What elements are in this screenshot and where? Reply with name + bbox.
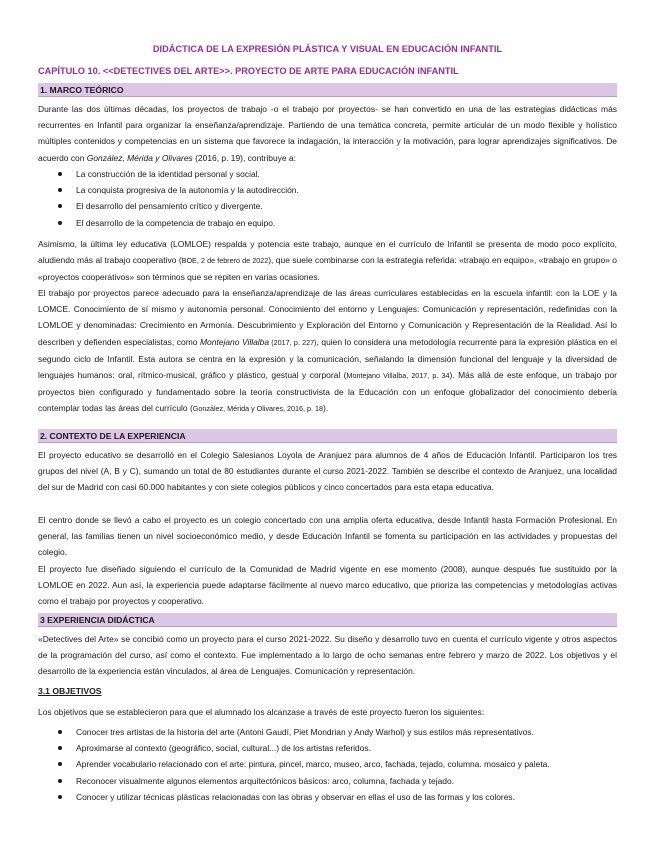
- list-item-text: La conquista progresiva de la autonomía y la autodirección.: [76, 185, 299, 196]
- reference: González, Mérida y Olivares, 2016, p. 18: [192, 404, 324, 414]
- bullet-icon: [58, 188, 62, 192]
- text-run: (2016, p. 19), contribuye a:: [192, 152, 296, 163]
- bullet-icon: [58, 746, 62, 750]
- list-item-text: Aprender vocabulario relacionado con el arte: pintura, pincel, marco, museo, arco, fachada, tejado, columna. mosaico y paleta.: [76, 759, 550, 770]
- citation: Montejano Villalba: [200, 336, 270, 347]
- subheading-objetivos: 3.1 OBJETIVOS: [38, 686, 102, 696]
- reference: (2017, p. 227): [269, 337, 317, 347]
- list-item: [38, 756, 617, 772]
- bullet-icon: [58, 172, 62, 176]
- paragraph-context-2: El centro donde se llevó a cabo el proyecto es un colegio concertado con una amplia oferta educativa, desde Infantil hasta Formación Profesional. En general, las familias tienen un nivel socioeconómico medio, y desde Educación Infantil se fomenta su participación en las actividades y propuestas del colegio.: [38, 515, 617, 558]
- paragraph-experience: «Detectives del Arte» se concibió como un proyecto para el curso 2021-2022. Su diseño y desarrollo tuvo en cuenta el currículo vigente y otros aspectos de la programación del curso, así como el contexto. Fue implementado a lo largo de ocho semanas entre febrero y marzo de 2022. Los objetivos y el desarrollo de la experiencia están vinculados, al área de Lenguajes. Comunicación y representación.: [38, 634, 617, 677]
- bullet-icon: [58, 795, 62, 799]
- list-item: [38, 740, 617, 756]
- list-item-text: La construcción de la identidad personal y social.: [76, 169, 260, 179]
- list-item-text: Conocer y utilizar técnicas plásticas relacionadas con las obras y observar en ellas el uso de las formas y los colores.: [76, 791, 515, 802]
- text-run: Durante las dos últimas décadas, los proyectos de trabajo -o el trabajo por proyectos- se han convertido en una de las estrategias didácticas más recurrentes en Infantil para organizar la enseñanza/aprendizaje. Partiendo de una temática concreta, permite articular de un modo flexible y holístico múltiples contenidos y competencias en un sistema que favorece la indagación, la interacción y la motivación, para lograr aprendizajes significativos. De acuerdo con: [38, 104, 617, 163]
- paragraph-areas: [38, 285, 617, 418]
- list-item: [38, 773, 617, 789]
- list-item: [38, 215, 617, 231]
- paragraph-intro: [38, 101, 617, 166]
- section-heading-marco-teorico: 1. MARCO TEÓRICO: [38, 83, 617, 97]
- reference: BOE, 2 de febrero de 2022: [181, 256, 269, 266]
- section-heading-contexto: 2. CONTEXTO DE LA EXPERIENCIA: [38, 429, 617, 443]
- text-run: Asimismo, la última ley educativa (LOMLOE) respalda y potencia este trabajo, aunque en el currículo de Infantil se presenta de modo poco explícito, aludiendo más al trabajo cooperativo (: [38, 239, 617, 266]
- bullet-list-contributions: [38, 166, 617, 231]
- document-title: DIDÁCTICA DE LA EXPRESIÓN PLÁSTICA Y VISUAL EN EDUCACIÓN INFANTIL: [152, 44, 503, 54]
- bullet-icon: [58, 730, 62, 734]
- reference: Montejano Villalba, 2017, p. 34: [346, 371, 450, 381]
- text-run: El trabajo por proyectos parece adecuado para la enseñanza/aprendizaje de las áreas curriculares establecidas en la escuela infantil: con la LOE y la LOMCE. Conocimiento de sí mismo y autonomía personal. Conocimiento del entorno y Lenguajes: Comunicación y representación, redefinidas con la LOMLOE y denominadas: Crecimiento en Armonía. Descubrimiento y Exploración del Entorno y Comunicación y Representación de la Realidad. Así lo describen y defienden especialistas, como: [38, 288, 617, 347]
- paragraph-lomloe: [38, 236, 617, 286]
- bullet-icon: [58, 221, 62, 225]
- list-item-text: Aproximarse al contexto (geográfico, social, cultural...) de los artistas referidos.: [76, 743, 371, 754]
- bullet-icon: [58, 204, 62, 208]
- list-item: [38, 198, 617, 214]
- list-item-text: Reconocer visualmente algunos elementos arquitectónicos básicos: arco, columna, fachada y tejado.: [76, 775, 455, 786]
- list-item-text: El desarrollo del pensamiento crítico y divergente.: [76, 201, 263, 212]
- text-run: ). Más allá de este enfoque, un trabajo por proyectos bien configurado y fundamentado sobre la teoría constructivista de la Educación con un enfoque globalizador del conocimiento debería contemplar todas las áreas del currículo (: [38, 370, 617, 414]
- bullet-icon: [58, 779, 62, 783]
- bullet-list-objectives: [38, 724, 617, 805]
- paragraph-context-3: El proyecto fue diseñado siguiendo el currículo de la Comunidad de Madrid vigente en ese momento (2008), aunque después fue sustituido por la LOMLOE en 2022. Aun así, la experiencia puede adaptarse fácilmente al nuevo marco educativo, que prioriza las competencias y metodologías activas como el trabajo por proyectos y cooperativo.: [38, 564, 617, 607]
- paragraph-objectives-intro: Los objetivos que se establecieron para que el alumnado los alcanzase a través de este proyecto fueron los siguientes:: [38, 707, 485, 717]
- list-item: [38, 724, 617, 740]
- text-run: ).: [323, 403, 329, 414]
- text-run: , quien lo considera una metodología recurrente para la expresión plástica en el segundo ciclo de Infantil. Esta autora se centra en la expresión y la comunicación, señalando la dimensión funcional del lenguaje y la diversidad de lenguajes humanos: oral, rítmico-musical, gráfico y plástico, gestual y corporal (: [38, 336, 617, 381]
- list-item: [38, 182, 617, 198]
- list-item-text: Conocer tres artistas de la historia del arte (Antoni Gaudí, Piet Mondrian y Andy Warhol) y sus estilos más representativos.: [76, 727, 534, 737]
- list-item-text: El desarrollo de la competencia de trabajo en equipo.: [76, 217, 276, 228]
- paragraph-context-1: El proyecto educativo se desarrolló en el Colegio Salesianos Loyola de Aranjuez para alumnos de 4 años de Educación Infantil. Participaron los tres grupos del nivel (A, B y C), sumando un total de 80 estudiantes durante el curso 2021-2022. También se describe el contexto de Aranjuez, una localidad del sur de Madrid con casi 60.000 habitantes y con siete colegios públicos y cinco concertados para esta etapa educativa.: [38, 450, 617, 493]
- list-item: [38, 166, 617, 182]
- citation: González, Mérida y Olivares: [86, 152, 193, 163]
- bullet-icon: [58, 762, 62, 766]
- chapter-title: CAPÍTULO 10. <<DETECTIVES DEL ARTE>>. PROYECTO DE ARTE PARA EDUCACIÓN INFANTIL: [38, 66, 459, 76]
- text-run: ), que suele combinarse con la estrategia referida: «trabajo en equipo», «trabajo en grupo» o «proyectos cooperativos» son términos que se repiten en varias ocasiones.: [38, 255, 617, 283]
- section-heading-experiencia: 3 EXPERIENCIA DIDÁCTICA: [38, 613, 617, 627]
- list-item: [38, 789, 617, 805]
